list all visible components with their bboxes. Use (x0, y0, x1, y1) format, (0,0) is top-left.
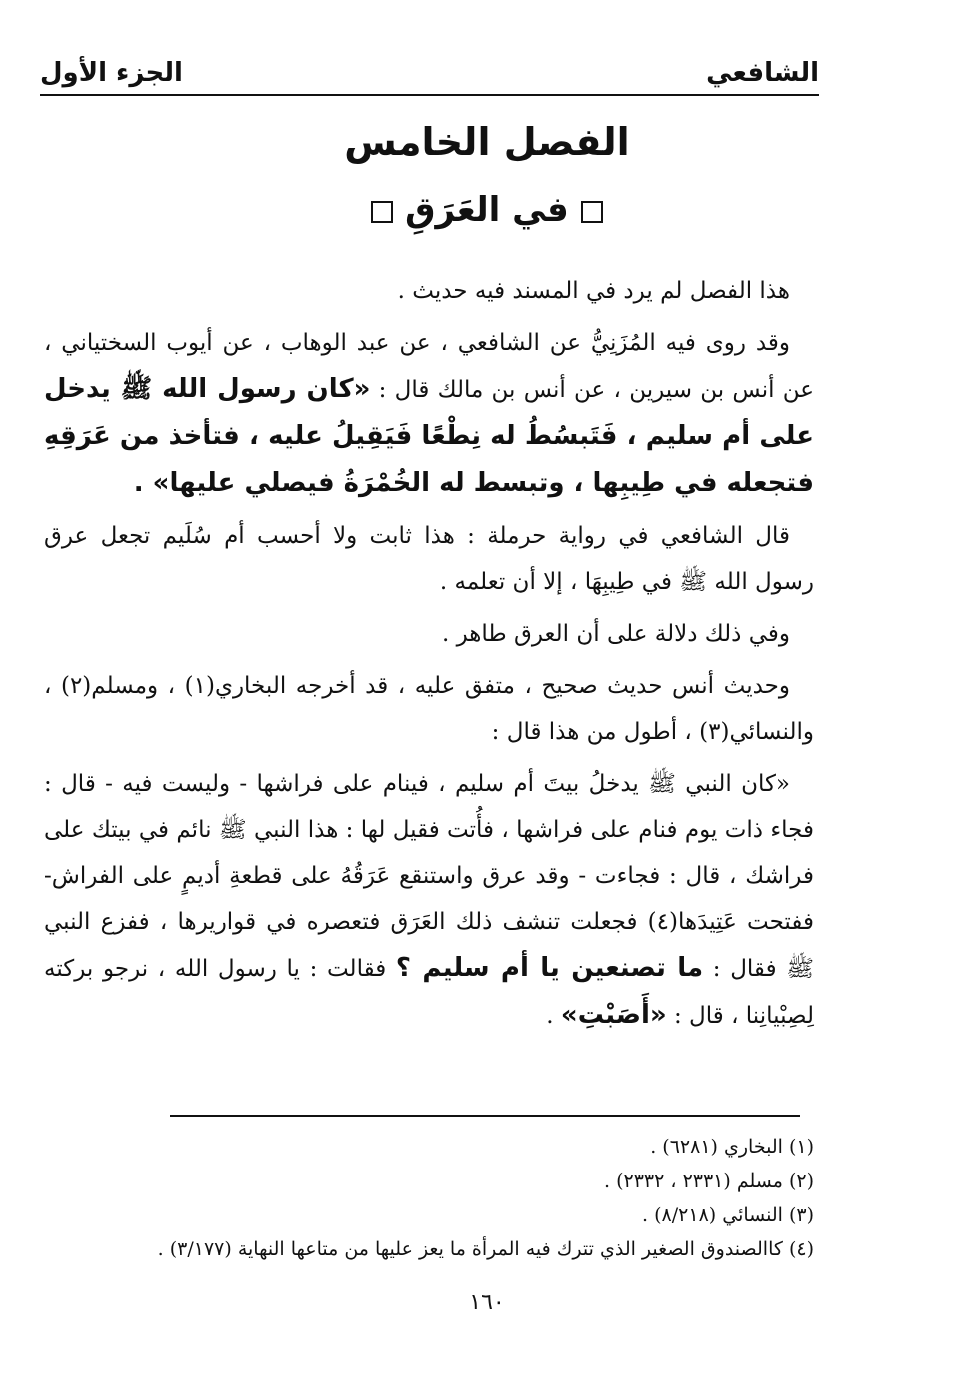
paragraph: هذا الفصل لم يرد في المسند فيه حديث . (397, 278, 790, 304)
section-title-wrap (0, 190, 974, 230)
paragraph: قال الشافعي في رواية حرملة : هذا ثابت ولا أحسب أم سُلَيم تجعل عرق رسول الله ﷺ في طِيبِهَا ، إلا أن تعلمه . (44, 523, 814, 595)
paragraph: وقد روى فيه المُزَنِيُّ عن الشافعي ، عن عبد الوهاب ، عن أيوب السختياني ، عن أنس بن سيرين ، عن أنس بن مالك قال : «كان رسول الله ﷺ يدخل على أم سليم ، فَتَبسُطُ له نِطْعًا فَيَقِيلُ عليه ، فتأخذ من عَرَقِهِ فتجعله في طِيبِها ، وتبسط له الخُمْرَةُ فيصلي عليها» . (44, 330, 814, 498)
footnote-separator (170, 1115, 800, 1117)
footnote: (٤) كاالصندوق الصغير الذي تترك فيه المرأة ما يعز عليها من متاعها النهاية (٣/١٧٧) . (157, 1238, 814, 1260)
footnotes (44, 1130, 814, 1266)
running-header (40, 48, 819, 96)
footnote: (٣) النسائي (٨/٢١٨) . (642, 1204, 814, 1226)
body-text (44, 268, 814, 1045)
hadith-quote: «كان رسول الله ﷺ يدخل على أم سليم ، فَتَبسُطُ له نِطْعًا فَيَقِيلُ عليه ، فتأخذ من عَرَقِهِ فتجعله في طِيبِها ، وتبسط له الخُمْرَةُ فيصلي عليها» . (44, 374, 814, 498)
bold-phrase: ما تصنعين يا أم سليم ؟ (395, 953, 704, 983)
section-title: في العَرَقِ (405, 190, 569, 230)
chapter-title: الفصل الخامس (344, 120, 630, 164)
page-number: ١٦٠ (469, 1290, 505, 1315)
footnote: (١) البخاري (٦٢٨١) . (650, 1136, 814, 1158)
header-book-title: الشافعي (706, 58, 819, 88)
square-ornament-icon (371, 201, 393, 223)
paragraph: وحديث أنس حديث صحيح ، متفق عليه ، قد أخرجه البخاري(١) ، ومسلم(٢) ، والنسائي(٣) ، أطول من هذا قال : (44, 673, 814, 745)
paragraph: «كان النبي ﷺ يدخلُ بيتَ أم سليم ، فينام على فراشها - وليست فيه - قال : فجاء ذات يوم فنام على فراشها ، فأُتت فقيل لها : هذا النبي ﷺ نائم في بيتك على فراشك ، قال : فجاءت - وقد عرق واستنقع عَرَقُهُ على قطعةِ أديمٍ على الفراش- ففتحت عَتِيدَها(٤) فجعلت تنشف ذلك العَرَق فتعصره في قواريرها ، ففزع النبي ﷺ فقال : ما تصنعين يا أم سليم ؟ فقالت : يا رسول الله ، نرجو بركته لِصِبْيانِنا ، قال : «أَصَبْتِ» . (44, 771, 815, 1030)
header-volume: الجزء الأول (40, 58, 183, 88)
paragraph: وفي ذلك دلالة على أن العرق طاهر . (441, 621, 790, 647)
bold-phrase: «أَصَبْتِ» (560, 1000, 667, 1030)
footnote: (٢) مسلم (٢٣٣١ ، ٢٣٣٢) . (604, 1170, 814, 1192)
square-ornament-icon (581, 201, 603, 223)
